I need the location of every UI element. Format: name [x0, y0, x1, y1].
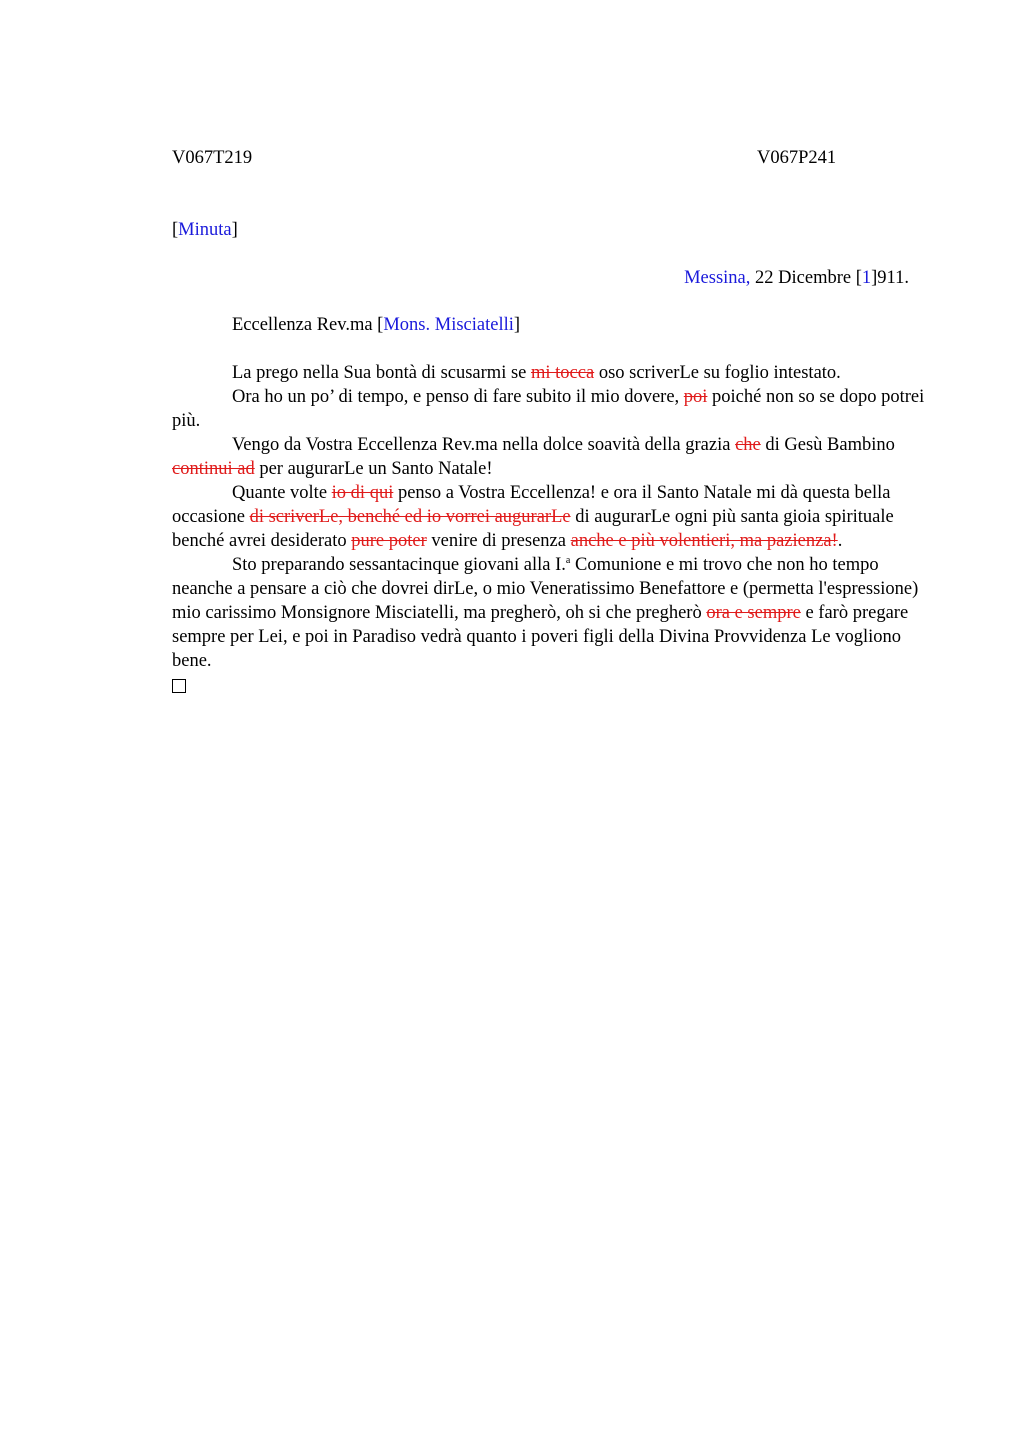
- dateline-date-a: 22 Dicembre [: [750, 268, 862, 288]
- text-run: Ora ho un po’ di tempo, e penso di fare subito il mio dovere,: [232, 387, 684, 407]
- letter-body: [172, 361, 928, 693]
- text-run: oso scriverLe su foglio intestato.: [594, 363, 841, 383]
- volume-ref-right: V067P241: [757, 148, 837, 168]
- bracket-close: ]: [231, 220, 238, 240]
- deleted-text: mi tocca: [531, 363, 595, 383]
- text-run: La prego nella Sua bontà di scusarmi se: [232, 363, 531, 383]
- text-run: poiché non so se dopo potrei più.: [172, 387, 925, 431]
- end-marker-box: [172, 679, 186, 693]
- text-run: venire di presenza: [426, 531, 571, 551]
- paragraph-1: [172, 361, 928, 385]
- bracket-open: [: [172, 220, 179, 240]
- paragraph-3: [172, 433, 928, 481]
- paragraph-4: [172, 481, 928, 553]
- text-run: e farò pregare sempre per Lei, e poi in Paradiso vedrà quanto i poveri figli della Divina Provvidenza Le vogliono bene.: [172, 603, 909, 671]
- salutation-name: Mons. Misciatelli: [383, 315, 514, 335]
- ordinal-superscript: a: [565, 555, 571, 566]
- minuta-text: Minuta: [178, 220, 232, 240]
- text-run: Vengo da Vostra Eccellenza Rev.ma nella dolce soavità della grazia: [232, 435, 736, 455]
- deleted-text: che: [735, 435, 761, 455]
- deleted-text: poi: [683, 387, 708, 407]
- deleted-text: continui ad: [172, 459, 255, 479]
- deleted-text: io di qui: [331, 483, 394, 503]
- paragraph-5: [172, 553, 928, 673]
- text-run: penso a Vostra Eccellenza! e ora il Santo Natale mi dà questa bella occasione: [172, 483, 891, 527]
- text-run: Sto preparando sessantacinque giovani alla I.: [232, 555, 566, 575]
- text-run: Quante volte: [232, 483, 332, 503]
- deleted-text: di scriverLe, benché ed io vorrei augurarLe: [249, 507, 571, 527]
- deleted-text: anche e più volentieri, ma pazienza!: [570, 531, 838, 551]
- volume-ref-left: V067T219: [172, 148, 253, 168]
- salutation-text: Eccellenza Rev.ma [: [232, 315, 384, 335]
- paragraph-2: [172, 385, 928, 433]
- text-run: Comunione e mi trovo che non ho tempo neanche a pensare a ciò che dovrei dirLe, o mio Veneratissimo Benefattore e (permetta l'espressione) mio carissimo Monsignore Misciatelli, ma pregherò, oh si che pregherò: [172, 555, 919, 623]
- salutation-close: ]: [513, 315, 521, 335]
- text-run: per augurarLe un Santo Natale!: [254, 459, 493, 479]
- dateline-date-b: ]911.: [871, 268, 909, 288]
- deleted-text: ora e sempre: [706, 603, 801, 623]
- dateline-place: Messina,: [684, 268, 751, 288]
- dateline: [684, 266, 909, 290]
- minuta-label: [172, 218, 238, 242]
- text-run: .: [837, 531, 843, 551]
- salutation: [232, 313, 520, 337]
- dateline-year-digit: 1: [861, 268, 872, 288]
- deleted-text: pure poter: [351, 531, 427, 551]
- text-run: di augurarLe ogni più santa gioia spirituale benché avrei desiderato: [172, 507, 894, 551]
- text-run: di Gesù Bambino: [760, 435, 895, 455]
